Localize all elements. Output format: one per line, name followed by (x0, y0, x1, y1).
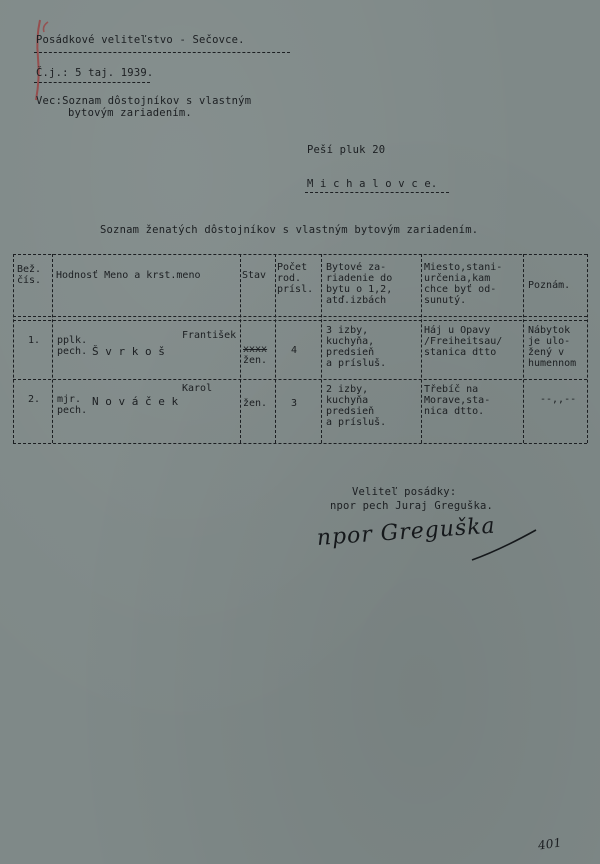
row-children: 4 (291, 345, 298, 356)
row-note: Nábytok je ulo- žený v humennom (528, 325, 577, 369)
header-children: Počet rod. prísl. (277, 262, 314, 295)
row-status: žen. (243, 398, 268, 409)
list-title: Soznam ženatých dôstojníkov s vlastným bytovým zariadením. (100, 224, 479, 236)
signature-name: npor pech Juraj Greguška. (330, 500, 494, 512)
row-no: 2. (28, 394, 41, 405)
row-rank: pplk. pech. (57, 335, 88, 357)
signature-title: Veliteľ posádky: (352, 486, 457, 498)
row-rank: mjr. pech. (57, 394, 88, 416)
row-surname: Š v r k o š (92, 345, 165, 358)
header-rank-name: Hodnosť Meno a krst.meno (56, 270, 201, 281)
row-struck-text: xxxx (243, 344, 268, 355)
row-first-name: František (182, 330, 237, 341)
row-surname: N o v á č e k (92, 395, 179, 408)
addressee-unit: Peší pluk 20 (307, 144, 386, 156)
header-status: Stav (242, 270, 267, 281)
subject-line-2: bytovým zariadením. (68, 107, 192, 119)
subject-line-1: Vec:Soznam dôstojníkov s vlastným (36, 95, 252, 107)
row-place: Háj u Opavy /Freiheitsau/ stanica dtto (424, 325, 503, 358)
city-underline (305, 192, 449, 193)
header-underline (34, 52, 290, 53)
handwritten-signature: npor Greguška (316, 513, 497, 551)
addressee-city: M i c h a l o v c e. (307, 178, 438, 190)
header-apartment: Bytové za- riadenie do bytu o 1,2, atď.izbách (326, 262, 393, 306)
row-apartment: 2 izby, kuchyňa predsieň a prísluš. (326, 384, 387, 428)
row-place: Třebíč na Morave,sta- nica dtto. (424, 384, 491, 417)
row-apartment: 3 izby, kuchyňa, predsieň a prísluš. (326, 325, 387, 369)
header-place: Miesto,stani- určenia,kam chce byť od- sunutý. (424, 262, 503, 306)
header-no: Bež. čís. (17, 264, 42, 286)
page-number: 401 (537, 835, 563, 853)
row-first-name: Karol (182, 383, 213, 394)
row-status: žen. (243, 355, 268, 366)
office-header: Posádkové veliteľstvo - Sečovce. (36, 34, 245, 46)
reference-underline (34, 82, 150, 83)
header-note: Poznám. (528, 280, 571, 291)
row-note: --,,-- (540, 394, 577, 405)
signature-flourish (470, 526, 540, 566)
row-no: 1. (28, 335, 41, 346)
row-children: 3 (291, 398, 298, 409)
reference-number: Č.j.: 5 taj. 1939. (36, 67, 154, 79)
